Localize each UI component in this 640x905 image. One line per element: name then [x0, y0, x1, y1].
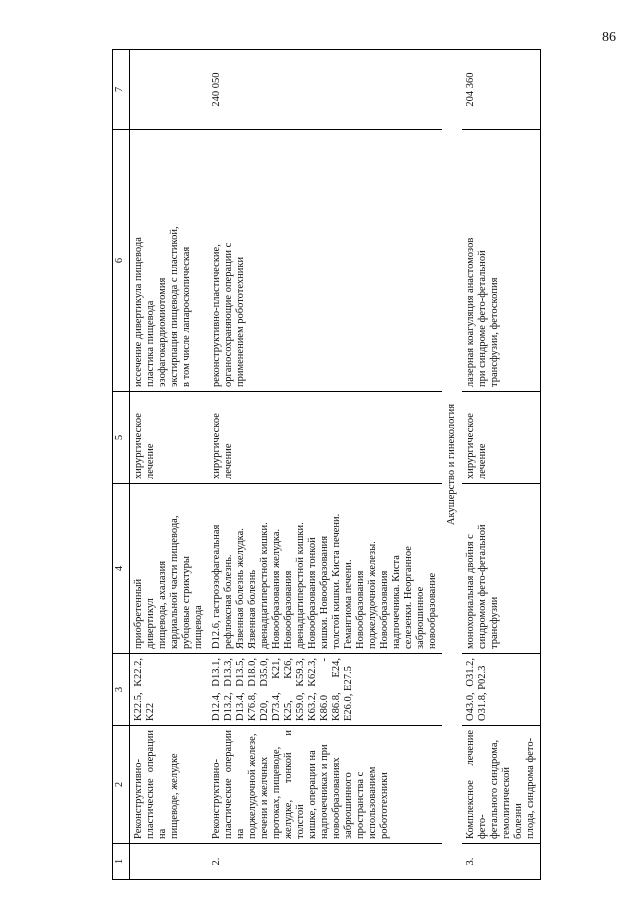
- text-line: двенадцатиперстной кишки.: [295, 522, 306, 649]
- table-row: [208, 50, 442, 880]
- icd-codes: [130, 654, 209, 726]
- header-cell: 1: [113, 844, 130, 880]
- text-line: хирургическое: [211, 413, 222, 479]
- text-line: K22.2,: [133, 658, 144, 687]
- text-line: Комплексное лечение фето-: [465, 730, 488, 839]
- text-line: гемолитической болезни: [501, 767, 524, 839]
- text-line: D12.4,: [211, 686, 222, 721]
- text-line: O31.8,: [477, 689, 488, 721]
- text-line: Новообразования: [379, 570, 390, 649]
- text-line: K26, K59.0,: [283, 658, 306, 721]
- text-line: E27.5: [343, 666, 354, 691]
- text-line: иссечение дивертикула пищевода: [133, 237, 144, 387]
- row-number: 2.: [208, 844, 442, 880]
- procedure-group: [462, 726, 541, 844]
- text-line: забрюшинного: [343, 772, 354, 839]
- text-line: эзофагокардиомиотомия: [157, 277, 168, 387]
- header-cell: 4: [113, 484, 130, 654]
- text-line: D35.0,: [259, 658, 270, 687]
- diagnosis: [130, 484, 209, 654]
- procedure-group: [130, 726, 209, 844]
- text-line: пространства с: [355, 771, 366, 839]
- icd-codes: [208, 654, 442, 726]
- text-line: в том числе лапароскопическая: [181, 246, 192, 387]
- text-line: лечение: [477, 443, 488, 479]
- text-line: хирургическое: [465, 413, 476, 479]
- treatment-type: [462, 392, 541, 484]
- text-line: кишке, операции на: [307, 750, 318, 839]
- text-line: двенадцатиперстной кишки.: [259, 522, 270, 649]
- treatment-method: [130, 130, 209, 392]
- text-line: желудке, тонкой и толстой: [283, 730, 306, 839]
- treatment-type: [208, 392, 442, 484]
- text-line: D20,: [259, 686, 270, 721]
- text-line: Реконструктивно-: [133, 758, 144, 839]
- text-line: применением робототехники: [235, 256, 246, 387]
- diagnosis: [208, 484, 442, 654]
- text-line: реконструктивно-пластические,: [211, 244, 222, 387]
- header-row: [113, 50, 130, 880]
- text-line: использованием: [367, 766, 378, 839]
- header-cell: 6: [113, 130, 130, 392]
- text-line: Новообразования тонкой: [307, 537, 318, 649]
- text-line: синдромом фето-фетальной: [477, 524, 488, 649]
- text-line: K62.3,: [307, 658, 318, 687]
- text-line: K22.5,: [133, 686, 144, 721]
- text-line: пластические операции на: [145, 730, 168, 839]
- text-line: пластические операции на: [223, 730, 246, 839]
- text-line: пластика пищевода: [145, 300, 156, 387]
- treatment-method: [462, 130, 541, 392]
- text-line: K21, K25,: [271, 658, 294, 721]
- cost: 240 050: [208, 50, 442, 130]
- text-line: трансфузии, фетоскопия: [489, 277, 500, 387]
- text-line: поджелудочной железе,: [247, 733, 258, 839]
- header-cell: 2: [113, 726, 130, 844]
- text-line: органосохраняющие операции с: [223, 242, 234, 387]
- text-line: дивертикул: [145, 598, 156, 649]
- text-line: протоках, пищеводе,: [271, 746, 282, 839]
- rotated-table-container: [112, 50, 592, 880]
- text-line: K76.8,: [247, 686, 258, 721]
- icd-codes: [462, 654, 541, 726]
- text-line: пищеводе, желудке: [169, 753, 180, 839]
- text-line: кардиальной части пищевода,: [169, 515, 180, 649]
- text-line: Новообразования: [355, 570, 366, 649]
- cost: 204 360: [462, 50, 541, 130]
- text-line: D13.3,: [223, 658, 234, 687]
- diagnosis: [462, 484, 541, 654]
- text-line: K86.0 - K86.8,: [319, 658, 342, 721]
- text-line: надпочечника. Киста: [391, 555, 402, 649]
- text-line: O43.0,: [465, 686, 476, 721]
- text-line: D18.0,: [247, 658, 258, 687]
- text-line: рубцовые стриктуры: [181, 556, 192, 649]
- text-line: приобретенный: [133, 578, 144, 649]
- row-number: [130, 844, 209, 880]
- text-line: D13.1,: [211, 658, 222, 687]
- text-line: новообразование: [427, 572, 438, 649]
- text-line: D13.4,: [235, 686, 246, 721]
- section-title: Акушерство и гинекология: [442, 50, 462, 880]
- text-line: K59.3,: [295, 658, 306, 687]
- text-line: D13.5,: [235, 658, 246, 687]
- text-line: хирургическое: [133, 413, 144, 479]
- procedure-group: [208, 726, 442, 844]
- text-line: толстой кишки. Киста печени.: [331, 513, 342, 649]
- text-line: Гемангиома печени.: [343, 559, 354, 649]
- text-line: забрюшинное: [415, 586, 426, 649]
- text-line: пищевода: [193, 605, 204, 649]
- text-line: лечение: [145, 443, 156, 479]
- text-line: Новообразования желудка.: [271, 528, 282, 649]
- treatment-method: [208, 130, 442, 392]
- text-line: лазерная коагуляция анастомозов: [465, 237, 476, 387]
- text-line: монохориальная двойня с: [465, 534, 476, 649]
- text-line: робототехники: [379, 772, 390, 839]
- section-row: [442, 50, 462, 880]
- header-cell: 5: [113, 392, 130, 484]
- text-line: K63.2,: [307, 686, 318, 721]
- text-line: Реконструктивно-: [211, 758, 222, 839]
- treatment-type: [130, 392, 209, 484]
- row-number: 3.: [462, 844, 541, 880]
- text-line: Язвенная болезнь желудка.: [235, 528, 246, 649]
- text-line: при синдроме фето-фетальной: [477, 250, 488, 387]
- treatment-table: [112, 49, 541, 880]
- text-line: O31.2,: [465, 658, 476, 687]
- text-line: Новообразования: [283, 570, 294, 649]
- text-line: фетального синдрома,: [489, 739, 500, 839]
- header-cell: 3: [113, 654, 130, 726]
- text-line: экстирпация пищевода с пластикой,: [169, 226, 180, 387]
- text-line: новообразованиях: [331, 757, 342, 839]
- text-line: поджелудочной железы.: [367, 541, 378, 649]
- text-line: D73.4,: [271, 678, 282, 721]
- text-line: D13.2,: [223, 686, 234, 721]
- text-line: Язвенная болезнь: [247, 569, 258, 649]
- text-line: печени и желчных: [259, 756, 270, 839]
- text-line: пищевода, ахалазия: [157, 560, 168, 649]
- text-line: селезенки. Неорганное: [403, 546, 414, 649]
- table-row: [130, 50, 209, 880]
- text-line: E24, E26.0,: [331, 658, 354, 721]
- text-line: надпочечниках и при: [319, 744, 330, 839]
- cost: [130, 50, 209, 130]
- text-line: P02.3: [477, 665, 488, 690]
- text-line: плода, синдрома фето-: [525, 737, 536, 839]
- text-line: рефлюксная болезнь.: [223, 554, 234, 649]
- text-line: трансфузии: [489, 596, 500, 649]
- text-line: K22: [145, 702, 156, 721]
- text-line: лечение: [223, 443, 234, 479]
- page-number: 86: [602, 30, 616, 45]
- header-cell: 7: [113, 50, 130, 130]
- table-row: [462, 50, 541, 880]
- text-line: D12.6, гастроэзофагеальная: [211, 524, 222, 649]
- text-line: кишки. Новообразования: [319, 535, 330, 649]
